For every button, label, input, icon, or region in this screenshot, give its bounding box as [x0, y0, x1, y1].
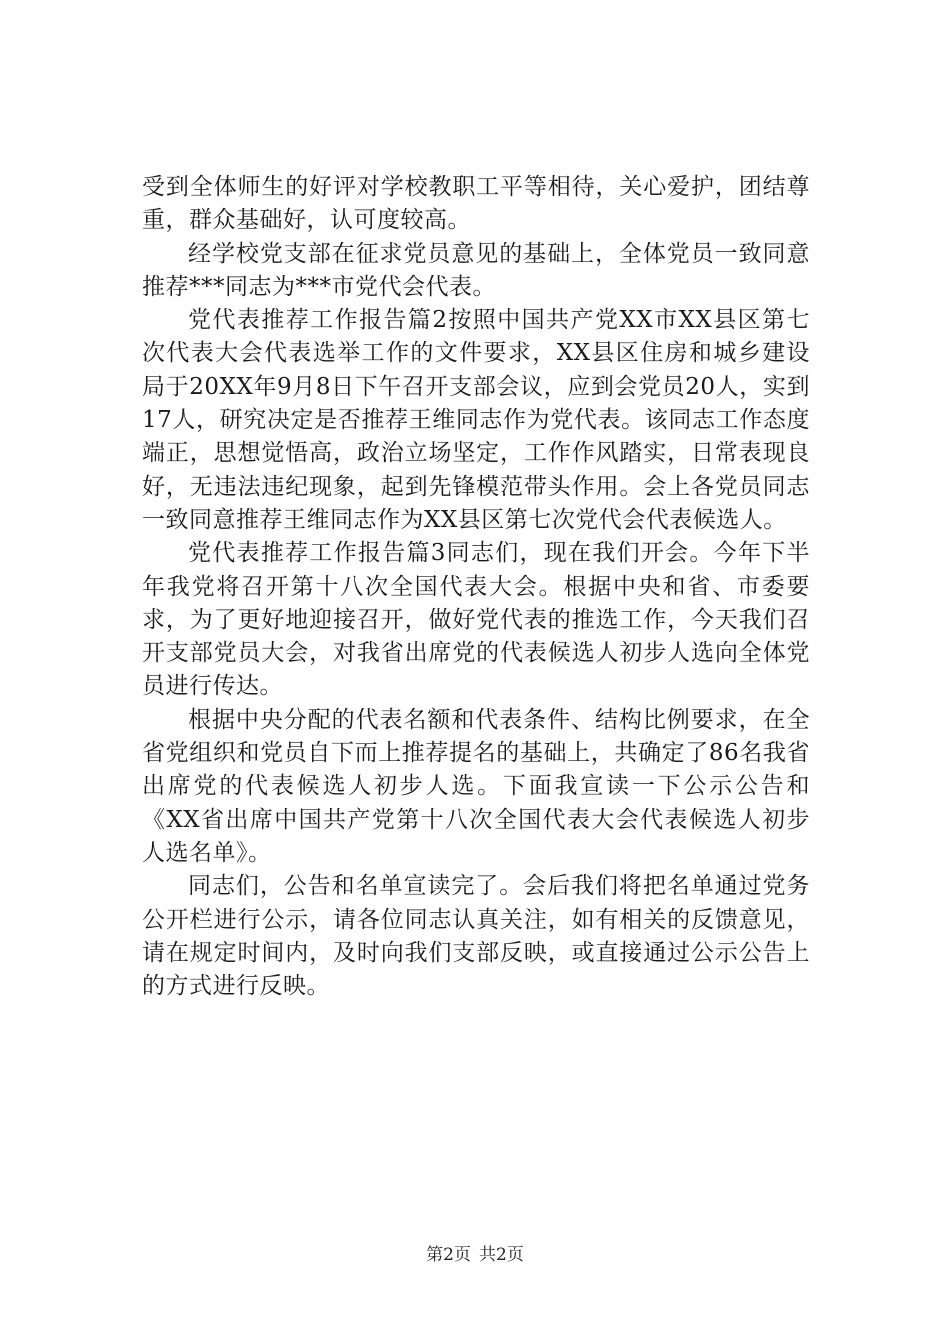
- paragraph-6: 同志们，公告和名单宣读完了。会后我们将把名单通过党务公开栏进行公示，请各位同志认真关注，如有相关的反馈意见，请在规定时间内，及时向我们支部反映，或直接通过公示公告上的方式进行反映。: [142, 873, 810, 1000]
- page-footer: [0, 1244, 950, 1266]
- paragraph-1: 受到全体师生的好评对学校教职工平等相待，关心爱护，团结尊重，群众基础好，认可度较高。: [142, 174, 810, 234]
- page-number-total: 共2页: [479, 1245, 524, 1265]
- document-body: [142, 171, 810, 1003]
- page-number-current: 第2页: [426, 1245, 471, 1265]
- paragraph-2: 经学校党支部在征求党员意见的基础上，全体党员一致同意推荐***同志为***市党代会代表。: [142, 240, 810, 300]
- paragraph-5: 根据中央分配的代表名额和代表条件、结构比例要求，在全省党组织和党员自下而上推荐提名的基础上，共确定了86名我省出席党的代表候选人初步人选。下面我宣读一下公示公告和《XX省出席中国共产党第十八次全国代表大会代表候选人初步人选名单》。: [142, 706, 810, 866]
- paragraph-3: 党代表推荐工作报告篇2按照中国共产党XX市XX县区第七次代表大会代表选举工作的文件要求，XX县区住房和城乡建设局于20XX年9月8日下午召开支部会议，应到会党员20人，实到17人，研究决定是否推荐王维同志作为党代表。该同志工作态度端正，思想觉悟高，政治立场坚定，工作作风踏实，日常表现良好，无违法违纪现象，起到先锋模范带头作用。会上各党员同志一致同意推荐王维同志作为XX县区第七次党代会代表候选人。: [142, 307, 810, 533]
- paragraph-4: 党代表推荐工作报告篇3同志们，现在我们开会。今年下半年我党将召开第十八次全国代表大会。根据中央和省、市委要求，为了更好地迎接召开，做好党代表的推选工作，今天我们召开支部党员大会，对我省出席党的代表候选人初步人选向全体党员进行传达。: [142, 540, 810, 700]
